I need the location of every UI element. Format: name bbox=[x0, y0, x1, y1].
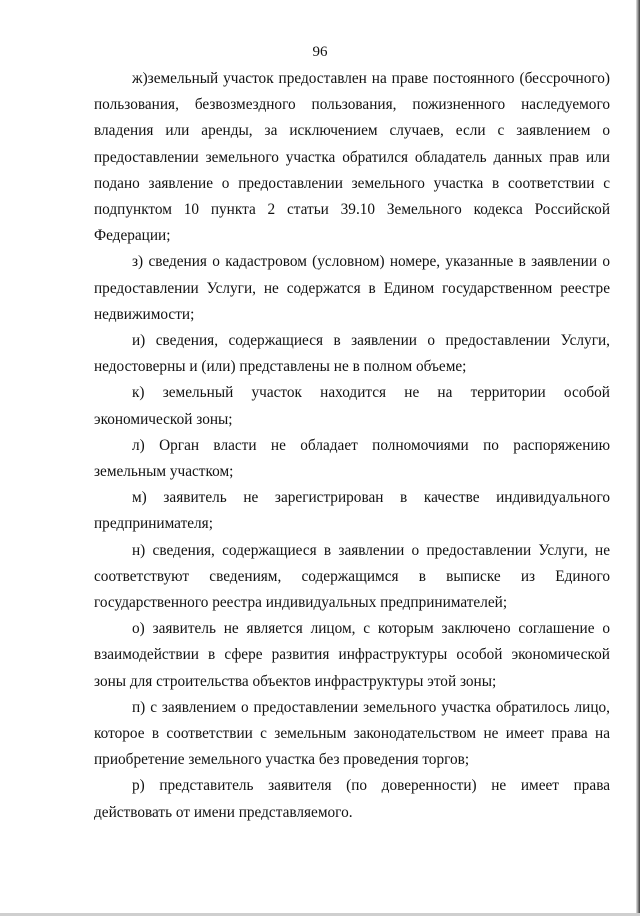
paragraph-p: п) с заявлением о предоставлении земельного участка обратилось лицо, которое в соответствии с земельным законодательством не имеет права на приобретение земельного участка без проведения торгов; bbox=[94, 698, 610, 769]
paragraph-z: з) сведения о кадастровом (условном) номере, указанные в заявлении о предоставлении Услуги, не содержатся в Едином государственном реестре недвижимости; bbox=[94, 253, 610, 323]
paragraph-m: м) заявитель не зарегистрирован в качестве индивидуального предпринимателя; bbox=[94, 489, 610, 533]
paragraph-r: р) представитель заявителя (по доверенности) не имеет права действовать от имени представляемого. bbox=[94, 777, 610, 821]
document-body bbox=[94, 66, 610, 826]
paragraph-k: к) земельный участок находится не на территории особой экономической зоны; bbox=[94, 384, 610, 428]
paragraph-i: и) сведения, содержащиеся в заявлении о предоставлении Услуги, недостоверны и (или) представлены не в полном объеме; bbox=[94, 332, 610, 376]
paragraph-o: о) заявитель не является лицом, с которым заключено соглашение о взаимодействии в сфере развития инфраструктуры особой экономической зоны для строительства объектов инфраструктуры этой зоны; bbox=[94, 620, 610, 690]
paragraph-zh: ж)земельный участок предоставлен на праве постоянного (бессрочного) пользования, безвозмездного пользования, пожизненного наследуемого владения или аренды, за исключением случаев, если с заявлением о предоставлении земельного участка обратился обладатель данных прав или подано заявление о предоставлении земельного участка в соответствии с подпунктом 10 пункта 2 статьи 39.10 Земельного кодекса Российской Федерации; bbox=[94, 70, 610, 245]
page-number: 96 bbox=[312, 44, 328, 60]
paragraph-n: н) сведения, содержащиеся в заявлении о предоставлении Услуги, не соответствуют сведениям, содержащимся в выписке из Единого государственного реестра индивидуальных предпринимателей; bbox=[94, 541, 610, 612]
scan-edge bbox=[636, 0, 640, 916]
paragraph-l: л) Орган власти не обладает полномочиями по распоряжению земельным участком; bbox=[94, 436, 610, 481]
